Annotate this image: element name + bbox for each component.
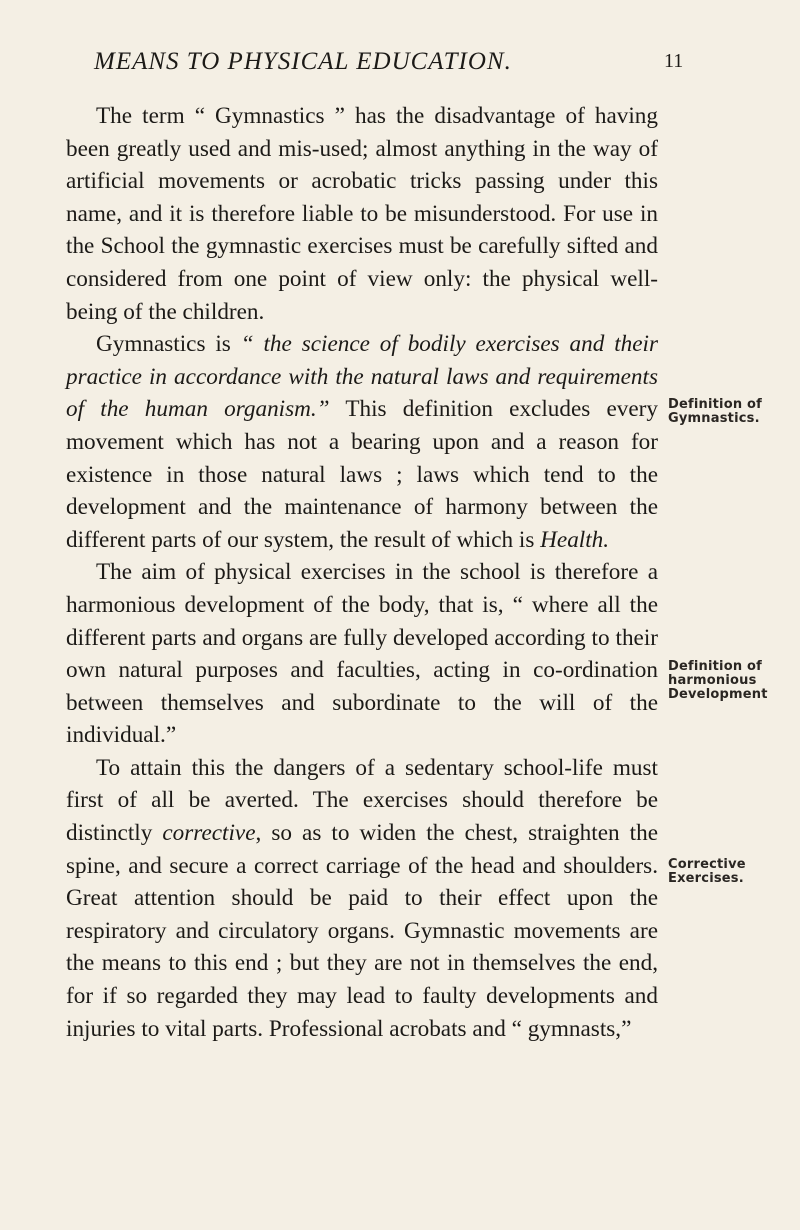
paragraph-gymnastics-definition (66, 328, 658, 556)
running-head: MEANS TO PHYSICAL EDUCATION. (94, 48, 512, 75)
paragraph-lead: Gymnastics is (96, 331, 241, 358)
sidenote-line: Development (668, 687, 768, 702)
paragraph-lead: To attain this the dangers of a sedentary school-life must first of all be averted. The exercises should therefore be distinctly (66, 754, 658, 847)
sidenote-line: Gymnastics. (668, 411, 760, 426)
sidenote-line: Definition of (668, 659, 762, 674)
body-text (66, 100, 658, 1045)
sidenote-line: harmonious (668, 673, 757, 688)
paragraph-text: The aim of physical exercises in the school is therefore a harmonious development of the body, that is, “ where all the different parts and organs are fully developed according to their own natural purposes and faculties, acting in co-ordination between themselves and subordinate to the will of the individual.” (66, 559, 658, 749)
corrective-emphasis: corrective (162, 820, 256, 847)
paragraph-harmonious-development (66, 556, 658, 752)
sidenote-line: Corrective (668, 857, 746, 872)
paragraph-text: The term “ Gymnastics ” has the disadvantage of having been greatly used and mis-used; almost anything in the way of artificial movements or acrobatic tricks passing under this name, and it is therefore liable to be misunderstood. For use in the School the gymnastic exercises must be carefully sifted and considered from one point of view only: the physical well-being of the children. (66, 103, 658, 325)
paragraph-rest: This definition excludes every movement which has not a bearing upon and a reason for existence in those natural laws ; laws which tend to the development and the maintenance of harmony between the different parts of our system, the result of which is (66, 396, 658, 553)
paragraph-gymnastics-term (66, 100, 658, 328)
sidenote-line: Exercises. (668, 871, 744, 886)
paragraph-rest: , so as to widen the chest, straighten the spine, and secure a correct carriage of the head and shoulders. Great attention should be paid to their effect upon the respiratory and circulatory organs. Gymnastic movements are the means to this end ; but they are not in themselves the end, for if so regarded they may lead to faulty developments and injuries to vital parts. Professional acrobats and “ gymnasts,” (66, 820, 658, 1042)
definition-quote: “ the science of bodily exercises and their practice in accordance with the natural laws and requirements of the human organism.” (66, 331, 658, 423)
sidenote-line: Definition of (668, 397, 762, 412)
health-emphasis: Health. (540, 526, 610, 553)
paragraph-corrective-exercises (66, 752, 658, 1045)
sidenote-definition-of-harmonious-development (668, 660, 798, 702)
page-number: 11 (664, 50, 684, 72)
sidenote-corrective-exercises (668, 858, 798, 886)
sidenote-definition-of-gymnastics (668, 398, 798, 426)
